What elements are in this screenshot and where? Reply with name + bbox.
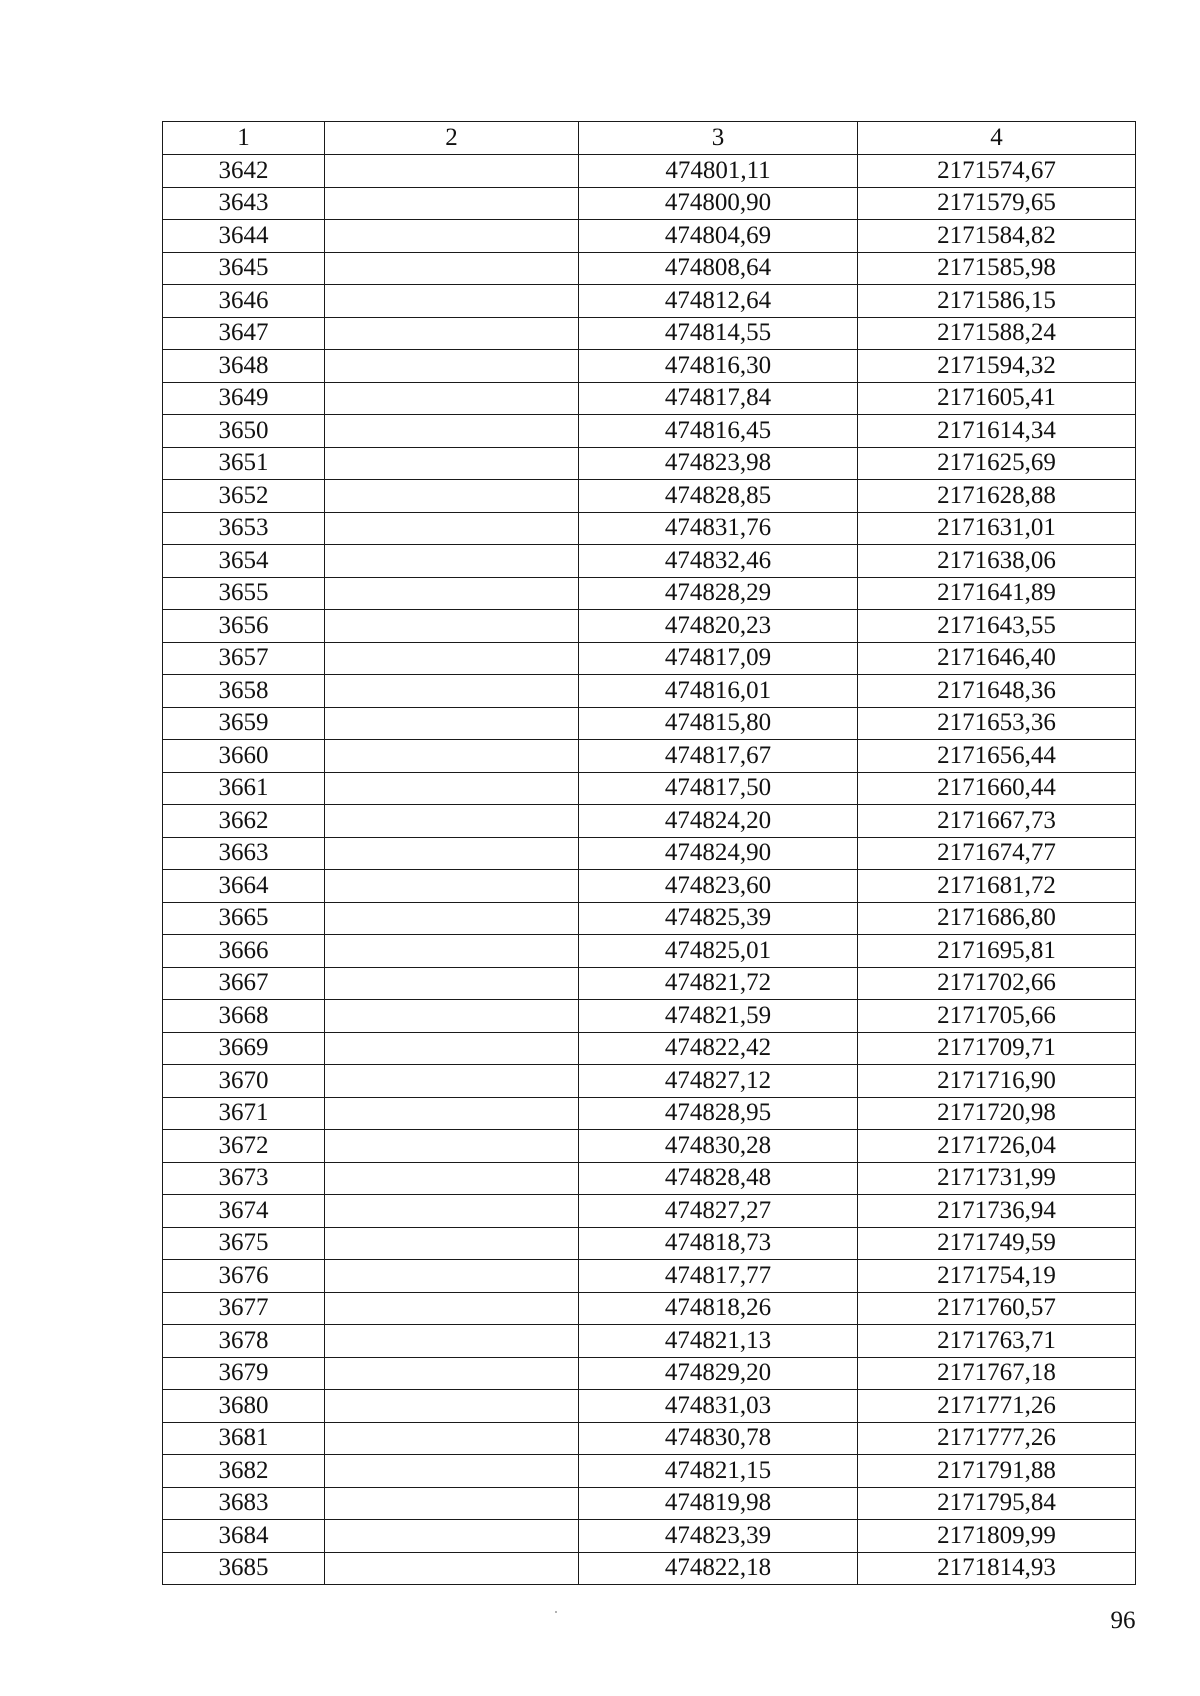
description-cell bbox=[325, 1520, 579, 1553]
y-coordinate-cell: 2171641,89 bbox=[858, 577, 1136, 610]
description-cell bbox=[325, 1195, 579, 1228]
y-coordinate-cell: 2171686,80 bbox=[858, 902, 1136, 935]
description-cell bbox=[325, 1065, 579, 1098]
y-coordinate-cell: 2171643,55 bbox=[858, 610, 1136, 643]
description-cell bbox=[325, 837, 579, 870]
point-number-cell: 3661 bbox=[163, 772, 325, 805]
point-number-cell: 3642 bbox=[163, 155, 325, 188]
x-coordinate-cell: 474821,59 bbox=[579, 1000, 858, 1033]
description-cell bbox=[325, 1325, 579, 1358]
point-number-cell: 3655 bbox=[163, 577, 325, 610]
description-cell bbox=[325, 1422, 579, 1455]
point-number-cell: 3680 bbox=[163, 1390, 325, 1423]
description-cell bbox=[325, 967, 579, 1000]
table-row bbox=[163, 610, 1136, 643]
y-coordinate-cell: 2171594,32 bbox=[858, 350, 1136, 383]
description-cell bbox=[325, 1552, 579, 1585]
y-coordinate-cell: 2171709,71 bbox=[858, 1032, 1136, 1065]
description-cell bbox=[325, 1487, 579, 1520]
point-number-cell: 3647 bbox=[163, 317, 325, 350]
x-coordinate-cell: 474800,90 bbox=[579, 187, 858, 220]
description-cell bbox=[325, 545, 579, 578]
point-number-cell: 3677 bbox=[163, 1292, 325, 1325]
table-row bbox=[163, 1227, 1136, 1260]
x-coordinate-cell: 474817,77 bbox=[579, 1260, 858, 1293]
y-coordinate-cell: 2171605,41 bbox=[858, 382, 1136, 415]
point-number-cell: 3645 bbox=[163, 252, 325, 285]
point-number-cell: 3643 bbox=[163, 187, 325, 220]
table-row bbox=[163, 545, 1136, 578]
y-coordinate-cell: 2171705,66 bbox=[858, 1000, 1136, 1033]
y-coordinate-cell: 2171809,99 bbox=[858, 1520, 1136, 1553]
table-row bbox=[163, 707, 1136, 740]
y-coordinate-cell: 2171584,82 bbox=[858, 220, 1136, 253]
table-row bbox=[163, 252, 1136, 285]
description-cell bbox=[325, 285, 579, 318]
x-coordinate-cell: 474828,85 bbox=[579, 480, 858, 513]
table-row bbox=[163, 1162, 1136, 1195]
point-number-cell: 3662 bbox=[163, 805, 325, 838]
point-number-cell: 3676 bbox=[163, 1260, 325, 1293]
table-row bbox=[163, 1390, 1136, 1423]
point-number-cell: 3681 bbox=[163, 1422, 325, 1455]
x-coordinate-cell: 474818,26 bbox=[579, 1292, 858, 1325]
description-cell bbox=[325, 935, 579, 968]
x-coordinate-cell: 474815,80 bbox=[579, 707, 858, 740]
table-row bbox=[163, 642, 1136, 675]
x-coordinate-cell: 474816,01 bbox=[579, 675, 858, 708]
x-coordinate-cell: 474827,12 bbox=[579, 1065, 858, 1098]
x-coordinate-cell: 474817,67 bbox=[579, 740, 858, 773]
table-row bbox=[163, 350, 1136, 383]
point-number-cell: 3671 bbox=[163, 1097, 325, 1130]
x-coordinate-cell: 474808,64 bbox=[579, 252, 858, 285]
description-cell bbox=[325, 1390, 579, 1423]
y-coordinate-cell: 2171791,88 bbox=[858, 1455, 1136, 1488]
description-cell bbox=[325, 512, 579, 545]
point-number-cell: 3660 bbox=[163, 740, 325, 773]
point-number-cell: 3663 bbox=[163, 837, 325, 870]
description-cell bbox=[325, 382, 579, 415]
point-number-cell: 3679 bbox=[163, 1357, 325, 1390]
table-header bbox=[163, 122, 1136, 155]
y-coordinate-cell: 2171585,98 bbox=[858, 252, 1136, 285]
point-number-cell: 3658 bbox=[163, 675, 325, 708]
x-coordinate-cell: 474828,95 bbox=[579, 1097, 858, 1130]
point-number-cell: 3666 bbox=[163, 935, 325, 968]
y-coordinate-cell: 2171628,88 bbox=[858, 480, 1136, 513]
y-coordinate-cell: 2171660,44 bbox=[858, 772, 1136, 805]
description-cell bbox=[325, 1455, 579, 1488]
point-number-cell: 3682 bbox=[163, 1455, 325, 1488]
y-coordinate-cell: 2171795,84 bbox=[858, 1487, 1136, 1520]
x-coordinate-cell: 474818,73 bbox=[579, 1227, 858, 1260]
description-cell bbox=[325, 772, 579, 805]
table-body bbox=[163, 155, 1136, 1585]
description-cell bbox=[325, 642, 579, 675]
x-coordinate-cell: 474814,55 bbox=[579, 317, 858, 350]
x-coordinate-cell: 474831,76 bbox=[579, 512, 858, 545]
description-cell bbox=[325, 1260, 579, 1293]
table-row bbox=[163, 155, 1136, 188]
x-coordinate-cell: 474817,50 bbox=[579, 772, 858, 805]
x-coordinate-cell: 474830,28 bbox=[579, 1130, 858, 1163]
x-coordinate-cell: 474822,18 bbox=[579, 1552, 858, 1585]
table-row bbox=[163, 805, 1136, 838]
x-coordinate-cell: 474827,27 bbox=[579, 1195, 858, 1228]
table-row bbox=[163, 577, 1136, 610]
column-header-2: 2 bbox=[325, 122, 579, 155]
page-number: 96 bbox=[1110, 1607, 1136, 1634]
point-number-cell: 3664 bbox=[163, 870, 325, 903]
y-coordinate-cell: 2171646,40 bbox=[858, 642, 1136, 675]
x-coordinate-cell: 474821,15 bbox=[579, 1455, 858, 1488]
x-coordinate-cell: 474816,45 bbox=[579, 415, 858, 448]
point-number-cell: 3672 bbox=[163, 1130, 325, 1163]
y-coordinate-cell: 2171588,24 bbox=[858, 317, 1136, 350]
point-number-cell: 3652 bbox=[163, 480, 325, 513]
point-number-cell: 3668 bbox=[163, 1000, 325, 1033]
point-number-cell: 3683 bbox=[163, 1487, 325, 1520]
y-coordinate-cell: 2171736,94 bbox=[858, 1195, 1136, 1228]
table-row bbox=[163, 870, 1136, 903]
description-cell bbox=[325, 870, 579, 903]
table-row bbox=[163, 902, 1136, 935]
x-coordinate-cell: 474817,84 bbox=[579, 382, 858, 415]
description-cell bbox=[325, 447, 579, 480]
y-coordinate-cell: 2171767,18 bbox=[858, 1357, 1136, 1390]
table-row bbox=[163, 382, 1136, 415]
x-coordinate-cell: 474816,30 bbox=[579, 350, 858, 383]
table-row bbox=[163, 675, 1136, 708]
table-row bbox=[163, 935, 1136, 968]
description-cell bbox=[325, 187, 579, 220]
y-coordinate-cell: 2171695,81 bbox=[858, 935, 1136, 968]
x-coordinate-cell: 474804,69 bbox=[579, 220, 858, 253]
point-number-cell: 3685 bbox=[163, 1552, 325, 1585]
table-row bbox=[163, 1130, 1136, 1163]
point-number-cell: 3669 bbox=[163, 1032, 325, 1065]
x-coordinate-cell: 474825,01 bbox=[579, 935, 858, 968]
y-coordinate-cell: 2171716,90 bbox=[858, 1065, 1136, 1098]
table-row bbox=[163, 1000, 1136, 1033]
description-cell bbox=[325, 1227, 579, 1260]
description-cell bbox=[325, 610, 579, 643]
description-cell bbox=[325, 1032, 579, 1065]
table-row bbox=[163, 740, 1136, 773]
description-cell bbox=[325, 707, 579, 740]
y-coordinate-cell: 2171726,04 bbox=[858, 1130, 1136, 1163]
description-cell bbox=[325, 1162, 579, 1195]
point-number-cell: 3644 bbox=[163, 220, 325, 253]
table-row bbox=[163, 447, 1136, 480]
y-coordinate-cell: 2171631,01 bbox=[858, 512, 1136, 545]
x-coordinate-cell: 474832,46 bbox=[579, 545, 858, 578]
point-number-cell: 3656 bbox=[163, 610, 325, 643]
description-cell bbox=[325, 252, 579, 285]
y-coordinate-cell: 2171777,26 bbox=[858, 1422, 1136, 1455]
x-coordinate-cell: 474824,90 bbox=[579, 837, 858, 870]
point-number-cell: 3667 bbox=[163, 967, 325, 1000]
x-coordinate-cell: 474823,39 bbox=[579, 1520, 858, 1553]
x-coordinate-cell: 474821,72 bbox=[579, 967, 858, 1000]
y-coordinate-cell: 2171771,26 bbox=[858, 1390, 1136, 1423]
y-coordinate-cell: 2171681,72 bbox=[858, 870, 1136, 903]
table-row bbox=[163, 1195, 1136, 1228]
point-number-cell: 3684 bbox=[163, 1520, 325, 1553]
header-row bbox=[163, 122, 1136, 155]
point-number-cell: 3657 bbox=[163, 642, 325, 675]
x-coordinate-cell: 474823,98 bbox=[579, 447, 858, 480]
description-cell bbox=[325, 1130, 579, 1163]
table-row bbox=[163, 415, 1136, 448]
point-number-cell: 3650 bbox=[163, 415, 325, 448]
x-coordinate-cell: 474825,39 bbox=[579, 902, 858, 935]
y-coordinate-cell: 2171763,71 bbox=[858, 1325, 1136, 1358]
x-coordinate-cell: 474824,20 bbox=[579, 805, 858, 838]
point-number-cell: 3673 bbox=[163, 1162, 325, 1195]
y-coordinate-cell: 2171625,69 bbox=[858, 447, 1136, 480]
description-cell bbox=[325, 902, 579, 935]
table-row bbox=[163, 1552, 1136, 1585]
point-number-cell: 3646 bbox=[163, 285, 325, 318]
column-header-1: 1 bbox=[163, 122, 325, 155]
description-cell bbox=[325, 1292, 579, 1325]
table-row bbox=[163, 1292, 1136, 1325]
x-coordinate-cell: 474828,48 bbox=[579, 1162, 858, 1195]
table-row bbox=[163, 1097, 1136, 1130]
description-cell bbox=[325, 675, 579, 708]
table-row bbox=[163, 1357, 1136, 1390]
x-coordinate-cell: 474801,11 bbox=[579, 155, 858, 188]
table-row bbox=[163, 1325, 1136, 1358]
y-coordinate-cell: 2171702,66 bbox=[858, 967, 1136, 1000]
y-coordinate-cell: 2171614,34 bbox=[858, 415, 1136, 448]
description-cell bbox=[325, 1357, 579, 1390]
description-cell bbox=[325, 155, 579, 188]
y-coordinate-cell: 2171586,15 bbox=[858, 285, 1136, 318]
column-header-3: 3 bbox=[579, 122, 858, 155]
point-number-cell: 3675 bbox=[163, 1227, 325, 1260]
table-row bbox=[163, 967, 1136, 1000]
point-number-cell: 3674 bbox=[163, 1195, 325, 1228]
scan-speck bbox=[555, 1611, 557, 1613]
x-coordinate-cell: 474821,13 bbox=[579, 1325, 858, 1358]
y-coordinate-cell: 2171749,59 bbox=[858, 1227, 1136, 1260]
table-row bbox=[163, 285, 1136, 318]
y-coordinate-cell: 2171814,93 bbox=[858, 1552, 1136, 1585]
description-cell bbox=[325, 577, 579, 610]
table-row bbox=[163, 220, 1136, 253]
description-cell bbox=[325, 350, 579, 383]
point-number-cell: 3678 bbox=[163, 1325, 325, 1358]
x-coordinate-cell: 474820,23 bbox=[579, 610, 858, 643]
table-row bbox=[163, 1032, 1136, 1065]
x-coordinate-cell: 474830,78 bbox=[579, 1422, 858, 1455]
x-coordinate-cell: 474817,09 bbox=[579, 642, 858, 675]
y-coordinate-cell: 2171574,67 bbox=[858, 155, 1136, 188]
table-row bbox=[163, 1422, 1136, 1455]
x-coordinate-cell: 474828,29 bbox=[579, 577, 858, 610]
x-coordinate-cell: 474831,03 bbox=[579, 1390, 858, 1423]
y-coordinate-cell: 2171667,73 bbox=[858, 805, 1136, 838]
table-row bbox=[163, 837, 1136, 870]
point-number-cell: 3648 bbox=[163, 350, 325, 383]
description-cell bbox=[325, 415, 579, 448]
y-coordinate-cell: 2171720,98 bbox=[858, 1097, 1136, 1130]
point-number-cell: 3651 bbox=[163, 447, 325, 480]
x-coordinate-cell: 474819,98 bbox=[579, 1487, 858, 1520]
table-row bbox=[163, 1487, 1136, 1520]
point-number-cell: 3670 bbox=[163, 1065, 325, 1098]
description-cell bbox=[325, 805, 579, 838]
description-cell bbox=[325, 220, 579, 253]
description-cell bbox=[325, 480, 579, 513]
description-cell bbox=[325, 740, 579, 773]
table-row bbox=[163, 772, 1136, 805]
x-coordinate-cell: 474812,64 bbox=[579, 285, 858, 318]
coordinates-table bbox=[162, 121, 1136, 1585]
table-row bbox=[163, 187, 1136, 220]
table-row bbox=[163, 1520, 1136, 1553]
point-number-cell: 3649 bbox=[163, 382, 325, 415]
point-number-cell: 3654 bbox=[163, 545, 325, 578]
table-row bbox=[163, 480, 1136, 513]
description-cell bbox=[325, 1000, 579, 1033]
table-row bbox=[163, 512, 1136, 545]
description-cell bbox=[325, 317, 579, 350]
x-coordinate-cell: 474823,60 bbox=[579, 870, 858, 903]
table-row bbox=[163, 1260, 1136, 1293]
y-coordinate-cell: 2171760,57 bbox=[858, 1292, 1136, 1325]
table-row bbox=[163, 1065, 1136, 1098]
point-number-cell: 3665 bbox=[163, 902, 325, 935]
point-number-cell: 3653 bbox=[163, 512, 325, 545]
x-coordinate-cell: 474829,20 bbox=[579, 1357, 858, 1390]
y-coordinate-cell: 2171638,06 bbox=[858, 545, 1136, 578]
y-coordinate-cell: 2171674,77 bbox=[858, 837, 1136, 870]
y-coordinate-cell: 2171653,36 bbox=[858, 707, 1136, 740]
y-coordinate-cell: 2171648,36 bbox=[858, 675, 1136, 708]
x-coordinate-cell: 474822,42 bbox=[579, 1032, 858, 1065]
y-coordinate-cell: 2171656,44 bbox=[858, 740, 1136, 773]
y-coordinate-cell: 2171731,99 bbox=[858, 1162, 1136, 1195]
y-coordinate-cell: 2171754,19 bbox=[858, 1260, 1136, 1293]
description-cell bbox=[325, 1097, 579, 1130]
table-row bbox=[163, 1455, 1136, 1488]
point-number-cell: 3659 bbox=[163, 707, 325, 740]
table-row bbox=[163, 317, 1136, 350]
column-header-4: 4 bbox=[858, 122, 1136, 155]
y-coordinate-cell: 2171579,65 bbox=[858, 187, 1136, 220]
